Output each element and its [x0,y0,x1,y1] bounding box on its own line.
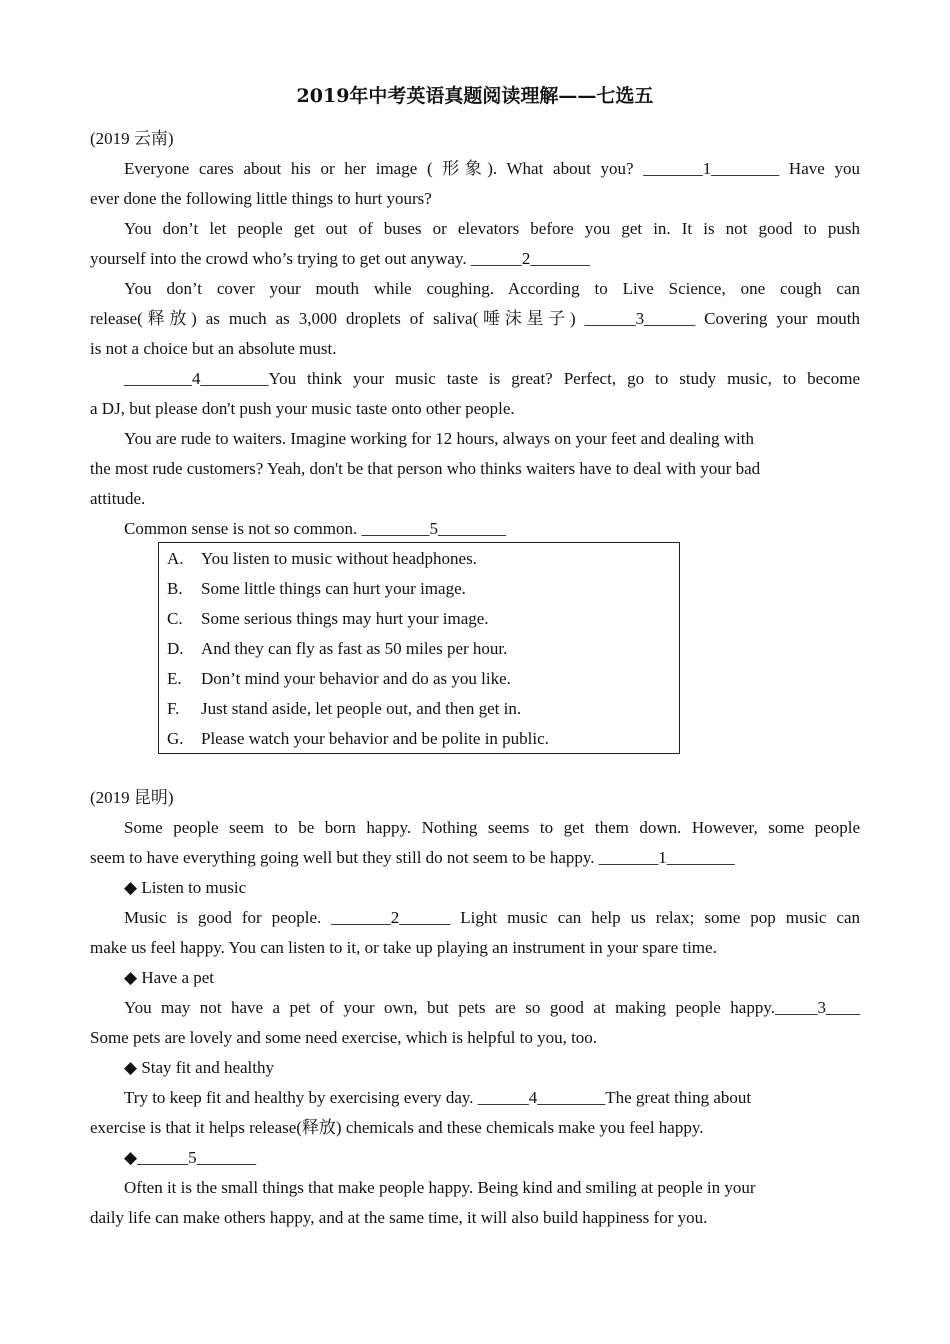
paragraph-line: You don’t cover your mouth while coughing. According to Live Science, one cough can [124,279,860,298]
paragraph-line: ________4________You think your music taste is great? Perfect, go to study music, to become [124,369,860,388]
option-f: F. Just stand aside, let people out, and then get in. [167,699,522,718]
paragraph-line: attitude. [90,489,146,508]
paragraph-line: Music is good for people. _______2______ Light music can help us relax; some pop music can [124,908,860,927]
option-c: C. Some serious things may hurt your image. [167,609,489,628]
paragraph-line: release(释放) as much as 3,000 droplets of saliva(唾沫星子) ______3______ Covering your mouth [90,309,860,328]
bullet-heading: ◆ Have a pet [124,968,215,987]
paragraph-line: You are rude to waiters. Imagine working for 12 hours, always on your feet and dealing with [124,429,754,448]
option-e: E. Don’t mind your behavior and do as you like. [167,669,511,688]
paragraph-line: seem to have everything going well but they still do not seem to be happy. _______1________ [90,848,735,867]
bullet-heading: ◆______5_______ [124,1148,257,1167]
paragraph-line: Some pets are lovely and some need exercise, which is helpful to you, too. [90,1028,598,1047]
paragraph-line: ever done the following little things to hurt yours? [90,189,432,208]
section2-source: (2019 昆明) [90,788,174,807]
page-title: 2019年中考英语真题阅读理解——七选五 [296,85,654,107]
paragraph-line: Common sense is not so common. ________5________ [124,519,507,538]
paragraph-line: make us feel happy. You can listen to it, or take up playing an instrument in your spare time. [90,938,717,957]
paragraph-line: is not a choice but an absolute must. [90,339,337,358]
option-b: B. Some little things can hurt your image. [167,579,466,598]
paragraph-line: Try to keep fit and healthy by exercising every day. ______4________The great thing about [124,1088,752,1107]
paragraph-line: yourself into the crowd who’s trying to get out anyway. ______2_______ [90,249,590,268]
paragraph-line: You don’t let people get out of buses or elevators before you get in. It is not good to push [124,219,860,238]
section1-source: (2019 云南) [90,129,174,148]
option-g: G. Please watch your behavior and be polite in public. [167,729,549,748]
options-box [158,542,680,754]
paragraph-line: a DJ, but please don't push your music taste onto other people. [90,399,515,418]
bullet-heading: ◆ Listen to music [124,878,247,897]
bullet-heading: ◆ Stay fit and healthy [124,1058,274,1077]
paragraph-line: exercise is that it helps release(释放) chemicals and these chemicals make you feel happy. [90,1118,704,1137]
paragraph-line: Some people seem to be born happy. Nothing seems to get them down. However, some people [124,818,860,837]
paragraph-line: Often it is the small things that make people happy. Being kind and smiling at people in your [124,1178,756,1197]
paragraph-line: the most rude customers? Yeah, don't be that person who thinks waiters have to deal with your bad [90,459,761,478]
option-a: A. You listen to music without headphones. [167,549,477,568]
paragraph-line: Everyone cares about his or her image ( 形象). What about you? _______1________ Have you [124,159,860,178]
option-d: D. And they can fly as fast as 50 miles per hour. [167,639,508,658]
paragraph-line: daily life can make others happy, and at the same time, it will also build happiness for you. [90,1208,708,1227]
paragraph-line: You may not have a pet of your own, but pets are so good at making people happy._____3____ [124,998,860,1017]
